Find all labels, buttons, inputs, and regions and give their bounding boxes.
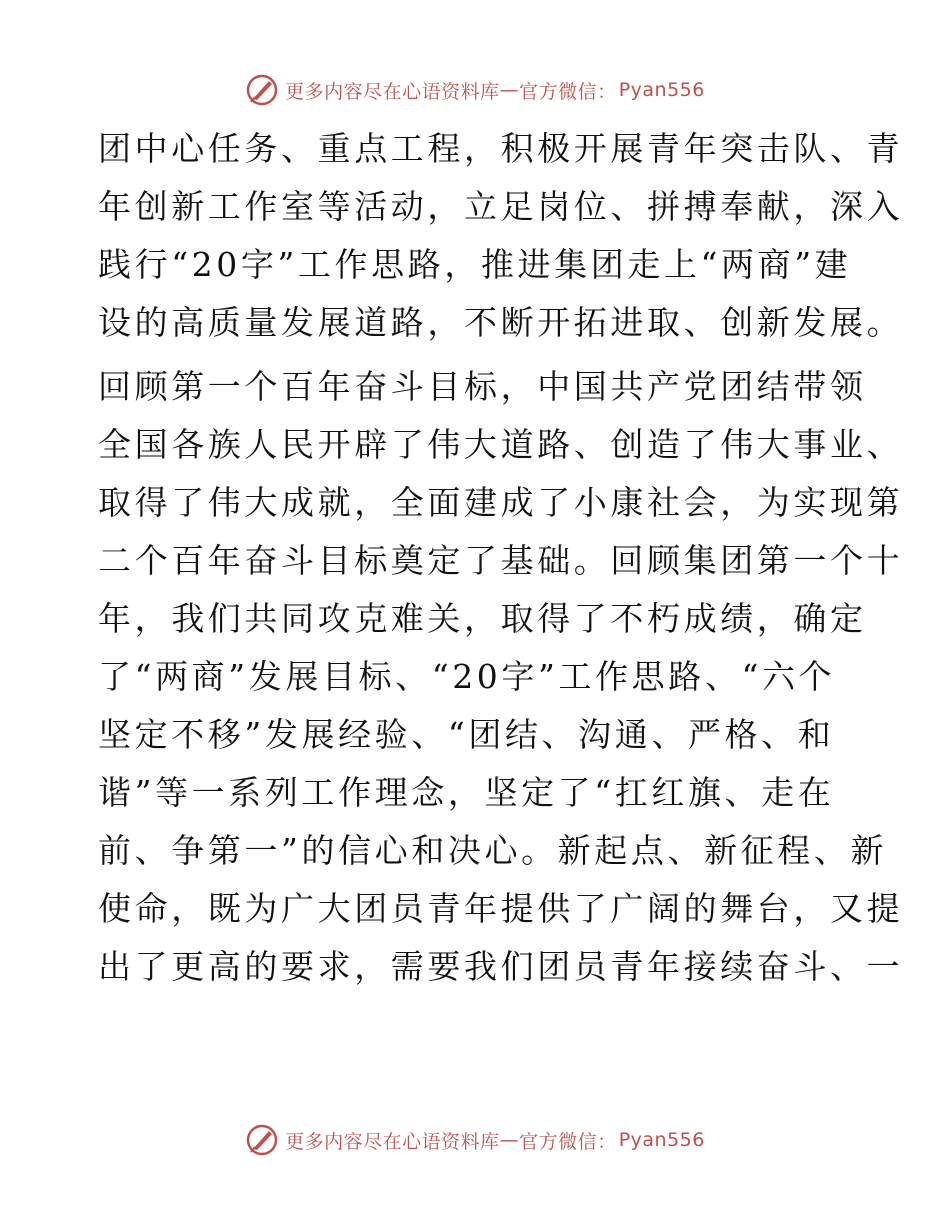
watermark-wechat-id: Pyan556 bbox=[618, 79, 705, 101]
text-line: 取得了伟大成就，全面建成了小康社会，为实现第 bbox=[98, 483, 904, 522]
text-line: 了“两商”发展目标、“20字”工作思路、“六个 bbox=[98, 657, 836, 696]
watermark-official-text: 官方微信： bbox=[519, 80, 617, 103]
text-line: 年，我们共同攻克难关，取得了不朽成绩，确定 bbox=[98, 599, 867, 638]
paragraph-1 bbox=[98, 120, 904, 352]
watermark-brand-text: 更多内容尽在心语资料库 bbox=[285, 80, 500, 103]
text-line: 回顾第一个百年奋斗目标，中国共产党团结带领 bbox=[98, 367, 867, 406]
document-body bbox=[98, 120, 904, 996]
text-line: 出了更高的要求，需要我们团员青年接续奋斗、一 bbox=[98, 947, 904, 986]
text-line: 设的高质量发展道路，不断开拓进取、创新发展。 bbox=[98, 303, 904, 342]
quill-pen-logo-icon bbox=[245, 1123, 279, 1157]
text-line: 团中心任务、重点工程，积极开展青年突击队、青 bbox=[98, 129, 904, 168]
text-line: 年创新工作室等活动，立足岗位、拼搏奉献，深入 bbox=[98, 187, 904, 226]
paragraph-2 bbox=[98, 358, 904, 996]
text-line: 践行“20字”工作思路，推进集团走上“两商”建 bbox=[98, 245, 852, 284]
watermark-wechat-id: Pyan556 bbox=[618, 1129, 705, 1151]
text-line: 前、争第一”的信心和决心。新起点、新征程、新 bbox=[98, 831, 888, 870]
footer-watermark bbox=[0, 1120, 950, 1160]
watermark-separator: — bbox=[499, 79, 520, 101]
watermark-brand-text: 更多内容尽在心语资料库 bbox=[285, 1130, 500, 1153]
watermark-official-text: 官方微信： bbox=[519, 1130, 617, 1153]
text-line: 坚定不移”发展经验、“团结、沟通、严格、和 bbox=[98, 715, 835, 754]
text-line: 全国各族人民开辟了伟大道路、创造了伟大事业、 bbox=[98, 425, 904, 464]
quill-pen-logo-icon bbox=[245, 73, 279, 107]
header-watermark bbox=[0, 70, 950, 110]
text-line: 二个百年奋斗目标奠定了基础。回顾集团第一个十 bbox=[98, 541, 904, 580]
text-line: 谐”等一系列工作理念，坚定了“扛红旗、走在 bbox=[98, 773, 835, 812]
text-line: 使命，既为广大团员青年提供了广阔的舞台，又提 bbox=[98, 889, 904, 928]
watermark-separator: — bbox=[499, 1129, 520, 1151]
